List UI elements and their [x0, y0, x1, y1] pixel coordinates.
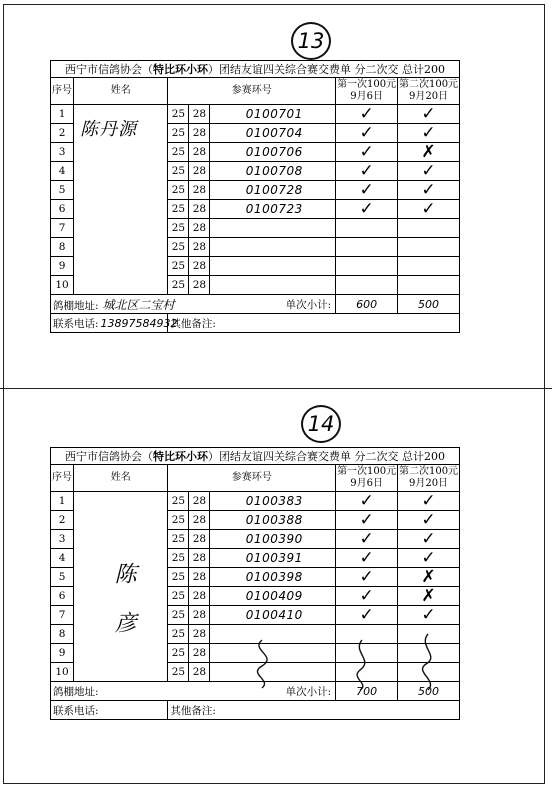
- second-payment-mark: ✓: [398, 511, 460, 530]
- second-payment-mark: ✓: [398, 181, 460, 200]
- ring-number-cell: [210, 549, 336, 568]
- first-payment-mark: ✓: [336, 200, 398, 219]
- subtotal-first: 700: [336, 682, 398, 701]
- row-number: 1: [51, 105, 74, 124]
- fee-form: [50, 60, 460, 333]
- ring-prefix-year: 25: [168, 105, 189, 124]
- form-title-ring-type: 特比环小环: [153, 63, 208, 76]
- ring-prefix-year: 25: [168, 492, 189, 511]
- ring-number-cell: [210, 511, 336, 530]
- form-title-ring-type: 特比环小环: [153, 450, 208, 463]
- ring-prefix-area: 28: [189, 511, 210, 530]
- name-cell: [74, 492, 168, 682]
- second-payment-label: 第二次100元: [398, 466, 459, 477]
- loft-address-cell: [51, 295, 336, 314]
- col-header-no: 序号: [51, 465, 74, 492]
- ring-prefix-year: 25: [168, 257, 189, 276]
- first-payment-mark: ✓: [336, 511, 398, 530]
- name-cell: [74, 105, 168, 295]
- ring-prefix-area: 28: [189, 257, 210, 276]
- ring-number-cell: [210, 625, 336, 644]
- ring-number-cell: [210, 663, 336, 682]
- first-payment-date: 9月6日: [350, 91, 383, 102]
- row-number: 2: [51, 124, 74, 143]
- loft-address-cell: [51, 682, 336, 701]
- first-payment-mark: [336, 238, 398, 257]
- row-number: 7: [51, 606, 74, 625]
- phone-value: 13897584932: [100, 316, 178, 330]
- second-payment-mark: [398, 625, 460, 644]
- first-payment-date: 9月6日: [350, 478, 383, 489]
- ring-number: 0100391: [245, 551, 303, 565]
- col-header-name: 姓名: [74, 78, 168, 105]
- subtotal-second: 500: [398, 295, 460, 314]
- form-title-suffix: ）团结友谊四关综合赛交费单 分二次交 总计200: [208, 63, 445, 76]
- form-title-prefix: 西宁市信鸽协会（: [65, 63, 153, 76]
- ring-number: 0100708: [245, 164, 303, 178]
- first-payment-mark: ✓: [336, 549, 398, 568]
- phone-cell: [51, 314, 178, 333]
- ring-prefix-year: 25: [168, 549, 189, 568]
- second-payment-mark: [398, 257, 460, 276]
- ring-number: 0100728: [245, 183, 303, 197]
- ring-number-cell: [210, 200, 336, 219]
- first-payment-mark: [336, 276, 398, 295]
- subtotal-second: 500: [398, 682, 460, 701]
- row-number: 1: [51, 492, 74, 511]
- loft-address-value: 城北区二宝村: [102, 297, 175, 312]
- row-number: 9: [51, 257, 74, 276]
- first-payment-mark: ✓: [336, 606, 398, 625]
- loft-address-label: 鸽棚地址:: [53, 299, 99, 312]
- sheet-number-circle: 13: [291, 22, 331, 60]
- second-payment-mark: ✓: [398, 162, 460, 181]
- second-payment-label: 第二次100元: [398, 79, 459, 90]
- ring-number: 0100706: [245, 145, 303, 159]
- ring-number-cell: [210, 492, 336, 511]
- ring-number: 0100701: [245, 107, 303, 121]
- ring-number: 0100409: [245, 589, 303, 603]
- ring-number-cell: [210, 143, 336, 162]
- second-payment-mark: [398, 219, 460, 238]
- first-payment-mark: ✓: [336, 568, 398, 587]
- col-header-ring: 参赛环号: [168, 465, 336, 492]
- ring-number: 0100398: [245, 570, 303, 584]
- loft-address-label: 鸽棚地址:: [53, 685, 99, 698]
- ring-prefix-area: 28: [189, 644, 210, 663]
- second-payment-mark: ✓: [398, 606, 460, 625]
- row-number: 5: [51, 568, 74, 587]
- second-payment-mark: ✗: [398, 143, 460, 162]
- sheet-number-circle: 14: [301, 405, 341, 443]
- ring-prefix-area: 28: [189, 181, 210, 200]
- ring-prefix-area: 28: [189, 162, 210, 181]
- ring-prefix-year: 25: [168, 238, 189, 257]
- row-number: 7: [51, 219, 74, 238]
- ring-number-cell: [210, 606, 336, 625]
- ring-number: 0100390: [245, 532, 303, 546]
- first-payment-mark: ✓: [336, 143, 398, 162]
- second-payment-mark: [398, 238, 460, 257]
- ring-prefix-year: 25: [168, 276, 189, 295]
- ring-prefix-area: 28: [189, 625, 210, 644]
- form-title: [51, 448, 460, 465]
- ring-number-cell: [210, 644, 336, 663]
- subtotal-first: 600: [336, 295, 398, 314]
- second-payment-mark: ✓: [398, 549, 460, 568]
- row-number: 3: [51, 530, 74, 549]
- ring-number-cell: [210, 219, 336, 238]
- ring-prefix-year: 25: [168, 200, 189, 219]
- second-payment-mark: ✗: [398, 587, 460, 606]
- row-number: 8: [51, 625, 74, 644]
- ring-prefix-year: 25: [168, 568, 189, 587]
- ring-number-cell: [210, 257, 336, 276]
- first-payment-mark: [336, 644, 398, 663]
- second-payment-mark: ✗: [398, 568, 460, 587]
- first-payment-mark: ✓: [336, 162, 398, 181]
- first-payment-mark: ✓: [336, 587, 398, 606]
- first-payment-mark: ✓: [336, 492, 398, 511]
- ring-prefix-area: 28: [189, 530, 210, 549]
- ring-number-cell: [210, 162, 336, 181]
- col-header-second-payment: [398, 465, 460, 492]
- second-payment-date: 9月20日: [408, 478, 449, 489]
- ring-prefix-area: 28: [189, 663, 210, 682]
- col-header-second-payment: [398, 78, 460, 105]
- first-payment-mark: ✓: [336, 530, 398, 549]
- second-payment-mark: [398, 663, 460, 682]
- ring-prefix-year: 25: [168, 181, 189, 200]
- remarks-label: 其他备注:: [170, 317, 216, 330]
- ring-number-cell: [210, 124, 336, 143]
- ring-prefix-year: 25: [168, 663, 189, 682]
- row-number: 5: [51, 181, 74, 200]
- table-row: [51, 105, 460, 124]
- second-payment-mark: [398, 276, 460, 295]
- first-payment-mark: [336, 625, 398, 644]
- ring-prefix-area: 28: [189, 200, 210, 219]
- ring-prefix-area: 28: [189, 568, 210, 587]
- row-number: 10: [51, 663, 74, 682]
- ring-prefix-area: 28: [189, 492, 210, 511]
- first-payment-mark: [336, 663, 398, 682]
- ring-number-cell: [210, 181, 336, 200]
- ring-prefix-year: 25: [168, 606, 189, 625]
- first-payment-mark: ✓: [336, 124, 398, 143]
- second-payment-date: 9月20日: [408, 91, 449, 102]
- row-number: 8: [51, 238, 74, 257]
- ring-prefix-area: 28: [189, 238, 210, 257]
- form-title-suffix: ）团结友谊四关综合赛交费单 分二次交 总计200: [208, 450, 445, 463]
- ring-prefix-area: 28: [189, 549, 210, 568]
- subtotal-label: 单次小计:: [285, 299, 332, 311]
- remarks-label: 其他备注:: [170, 704, 216, 717]
- ring-prefix-year: 25: [168, 143, 189, 162]
- ring-prefix-area: 28: [189, 105, 210, 124]
- sheet-divider: [0, 388, 552, 389]
- phone-label: 联系电话:: [53, 704, 99, 717]
- col-header-ring: 参赛环号: [168, 78, 336, 105]
- ring-prefix-year: 25: [168, 124, 189, 143]
- ring-number: 0100383: [245, 494, 303, 508]
- ring-prefix-area: 28: [189, 606, 210, 625]
- first-payment-label: 第一次100元: [337, 466, 397, 477]
- second-payment-mark: ✓: [398, 492, 460, 511]
- second-payment-mark: [398, 644, 460, 663]
- ring-number-cell: [210, 105, 336, 124]
- phone-label: 联系电话:: [53, 317, 99, 330]
- fee-form: [50, 447, 460, 720]
- row-number: 4: [51, 549, 74, 568]
- ring-prefix-area: 28: [189, 143, 210, 162]
- ring-number-cell: [210, 568, 336, 587]
- row-number: 3: [51, 143, 74, 162]
- row-number: 4: [51, 162, 74, 181]
- ring-prefix-year: 25: [168, 219, 189, 238]
- first-payment-label: 第一次100元: [337, 79, 397, 90]
- ring-number-cell: [210, 587, 336, 606]
- second-payment-mark: ✓: [398, 530, 460, 549]
- ring-prefix-area: 28: [189, 124, 210, 143]
- ring-number: 0100410: [245, 608, 303, 622]
- ring-number-cell: [210, 276, 336, 295]
- row-number: 9: [51, 644, 74, 663]
- remarks-cell: [168, 701, 460, 720]
- second-payment-mark: ✓: [398, 124, 460, 143]
- phone-cell: [51, 701, 168, 720]
- second-payment-mark: ✓: [398, 200, 460, 219]
- form-title-prefix: 西宁市信鸽协会（: [65, 450, 153, 463]
- ring-prefix-area: 28: [189, 587, 210, 606]
- row-number: 2: [51, 511, 74, 530]
- subtotal-label: 单次小计:: [285, 686, 332, 698]
- col-header-name: 姓名: [74, 465, 168, 492]
- ring-number: 0100723: [245, 202, 303, 216]
- row-number: 10: [51, 276, 74, 295]
- first-payment-mark: [336, 219, 398, 238]
- ring-prefix-year: 25: [168, 587, 189, 606]
- first-payment-mark: [336, 257, 398, 276]
- owner-name: 陈丹源: [80, 119, 138, 140]
- col-header-first-payment: [336, 465, 398, 492]
- ring-prefix-year: 25: [168, 530, 189, 549]
- ring-prefix-area: 28: [189, 276, 210, 295]
- ring-number: 0100704: [245, 126, 303, 140]
- ring-number-cell: [210, 238, 336, 257]
- ring-prefix-year: 25: [168, 511, 189, 530]
- first-payment-mark: ✓: [336, 105, 398, 124]
- col-header-first-payment: [336, 78, 398, 105]
- first-payment-mark: ✓: [336, 181, 398, 200]
- ring-prefix-year: 25: [168, 644, 189, 663]
- row-number: 6: [51, 200, 74, 219]
- ring-number-cell: [210, 530, 336, 549]
- owner-name: 陈 彦: [111, 562, 137, 643]
- ring-prefix-year: 25: [168, 625, 189, 644]
- table-row: [51, 492, 460, 511]
- ring-prefix-area: 28: [189, 219, 210, 238]
- remarks-cell: [168, 314, 460, 333]
- ring-prefix-year: 25: [168, 162, 189, 181]
- form-title: [51, 61, 460, 78]
- col-header-no: 序号: [51, 78, 74, 105]
- ring-number: 0100388: [245, 513, 303, 527]
- row-number: 6: [51, 587, 74, 606]
- second-payment-mark: ✓: [398, 105, 460, 124]
